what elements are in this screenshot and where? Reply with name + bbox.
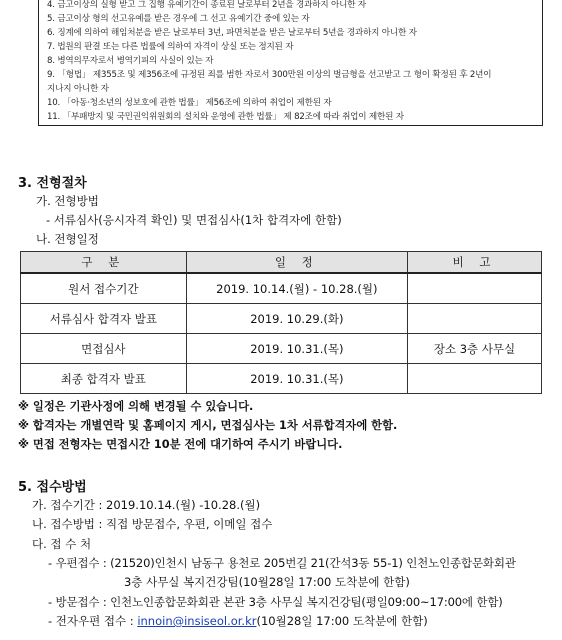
- visit-receipt: - 방문접수 : 인천노인종합문화회관 본관 3층 사무실 복지건강팀(평일09:00~17:00에 한함): [48, 595, 503, 609]
- table-cell: [408, 364, 542, 394]
- table-row: [21, 334, 542, 364]
- method-item: - 서류심사(응시자격 확인) 및 면접심사(1차 합격자에 한함): [46, 213, 342, 227]
- table-row: [21, 304, 542, 334]
- mail-receipt: - 우편접수 : (21520)인천시 남동구 용천로 205번길 21(간석3동 55-1) 인천노인종합문화회관: [48, 556, 516, 570]
- table-cell: 2019. 10.31.(목): [186, 334, 407, 364]
- table-cell: [408, 273, 542, 304]
- list-item: 4. 금고이상의 실형 받고 그 집행 유예기간이 종료된 날로부터 2년을 경과하지 아니한 자: [47, 0, 366, 10]
- column-header: 비 고: [408, 252, 542, 274]
- mail-receipt-cont: 3층 사무실 복지건강팀(10월28일 17:00 도착분에 한함): [124, 575, 410, 589]
- note: ※ 일정은 기관사정에 의해 변경될 수 있습니다.: [18, 400, 254, 413]
- list-item: 6. 징계에 의하여 해임처분을 받은 날로부터 3년, 파면처분을 받은 날로부터 5년을 경과하지 아니한 자: [47, 28, 417, 38]
- receipt-place-heading: 다. 접 수 처: [32, 537, 92, 551]
- table-cell: 서류심사 합격자 발표: [21, 304, 187, 334]
- note: ※ 합격자는 개별연락 및 홈페이지 게시, 면접심사는 1차 서류합격자에 한함.: [18, 419, 398, 432]
- email-receipt-suffix: (10월28일 17:00 도착분에 한함): [256, 614, 428, 628]
- list-item: 지나지 아니한 자: [47, 84, 109, 94]
- list-item: 9. 「형법」 제355조 및 제356조에 규정된 죄를 범한 자로서 300만원 이상의 벌금형을 선고받고 그 형이 확정된 후 2년이: [47, 70, 492, 80]
- table-cell: 2019. 10.31.(목): [186, 364, 407, 394]
- list-item: 11. 「부패방지 및 국민권익위원회의 설치와 운영에 관한 법률」 제 82조에 따라 취업이 제한된 자: [47, 112, 404, 122]
- list-item: 7. 법원의 판결 또는 다른 법률에 의하여 자격이 상실 또는 정지된 자: [47, 42, 294, 52]
- table-cell: [408, 304, 542, 334]
- list-item: 8. 병역의무자로서 병역기피의 사실이 있는 자: [47, 56, 214, 66]
- note: ※ 면접 전형자는 면접시간 10분 전에 대기하여 주시기 바랍니다.: [18, 438, 343, 451]
- section-title: 3. 전형절차: [18, 176, 87, 191]
- table-row: [21, 364, 542, 394]
- table-cell: 최종 합격자 발표: [21, 364, 187, 394]
- method-heading: 가. 전형방법: [36, 194, 99, 208]
- table-cell: 원서 접수기간: [21, 273, 187, 304]
- disqualification-box: [38, 0, 543, 126]
- column-header: 구 분: [21, 252, 187, 274]
- list-item: 10. 「아동·청소년의 성보호에 관한 법률」 제56조에 의하여 취업이 제한된 자: [47, 98, 332, 108]
- table-cell: 장소 3층 사무실: [408, 334, 542, 364]
- table-cell: 2019. 10.29.(화): [186, 304, 407, 334]
- email-receipt-label: - 전자우편 접수 :: [48, 614, 138, 628]
- column-header: 일 정: [186, 252, 407, 274]
- table-cell: 면접심사: [21, 334, 187, 364]
- schedule-heading: 나. 전형일정: [36, 232, 99, 246]
- list-item: 5. 금고이상 형의 선고유예를 받은 경우에 그 선고 유예기간 중에 있는 자: [47, 14, 310, 24]
- section-title: 5. 접수방법: [18, 480, 87, 495]
- receipt-method: 나. 접수방법 : 직접 방문접수, 우편, 이메일 접수: [32, 517, 273, 531]
- table-cell: 2019. 10.14.(월) - 10.28.(월): [186, 273, 407, 304]
- email-receipt: [48, 613, 428, 629]
- receipt-period: 가. 접수기간 : 2019.10.14.(월) -10.28.(월): [32, 498, 261, 512]
- table-header-row: [21, 252, 542, 274]
- email-link[interactable]: innoin@insiseol.or.kr: [137, 614, 257, 628]
- table-row: [21, 273, 542, 304]
- schedule-table: [20, 251, 542, 394]
